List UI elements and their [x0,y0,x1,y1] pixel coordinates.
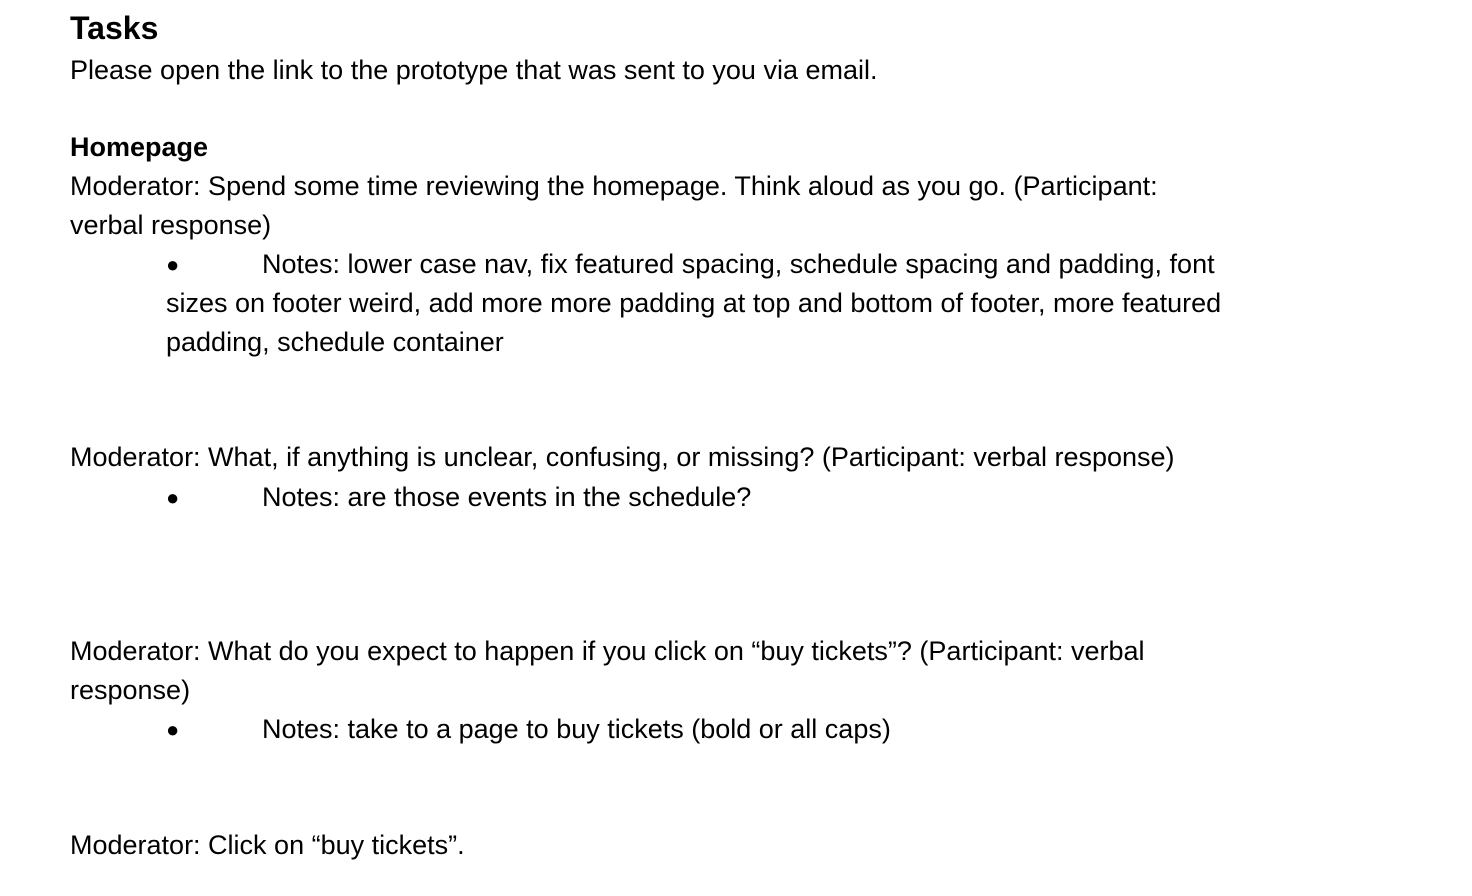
bullet-icon: ● [166,717,180,742]
section-heading: Homepage [70,132,209,162]
list-item [166,710,1366,749]
page-title: Tasks [70,10,159,46]
bullet-icon: ● [166,252,180,277]
moderator-prompt-continued: response) [70,675,191,705]
bullet-icon: ● [166,485,180,510]
note-text: Notes: lower case nav, fix featured spacing, schedule spacing and padding, font [262,249,1215,279]
list-item [166,478,1366,517]
note-text-continued: sizes on footer weird, add more more padding at top and bottom of footer, more featured [166,288,1222,318]
note-text: Notes: take to a page to buy tickets (bold or all caps) [262,714,891,744]
moderator-prompt: Moderator: What, if anything is unclear, confusing, or missing? (Participant: verbal response) [70,442,1175,472]
note-text-continued: padding, schedule container [166,327,504,357]
moderator-prompt: Moderator: What do you expect to happen if you click on “buy tickets”? (Participant: verbal [70,636,1145,666]
moderator-prompt: Moderator: Spend some time reviewing the homepage. Think aloud as you go. (Participant: [70,171,1158,201]
moderator-prompt: Moderator: Click on “buy tickets”. [70,830,465,860]
moderator-prompt-continued: verbal response) [70,210,272,240]
list-item [166,245,1366,362]
note-text: Notes: are those events in the schedule? [262,482,752,512]
intro-text: Please open the link to the prototype that was sent to you via email. [70,55,878,85]
